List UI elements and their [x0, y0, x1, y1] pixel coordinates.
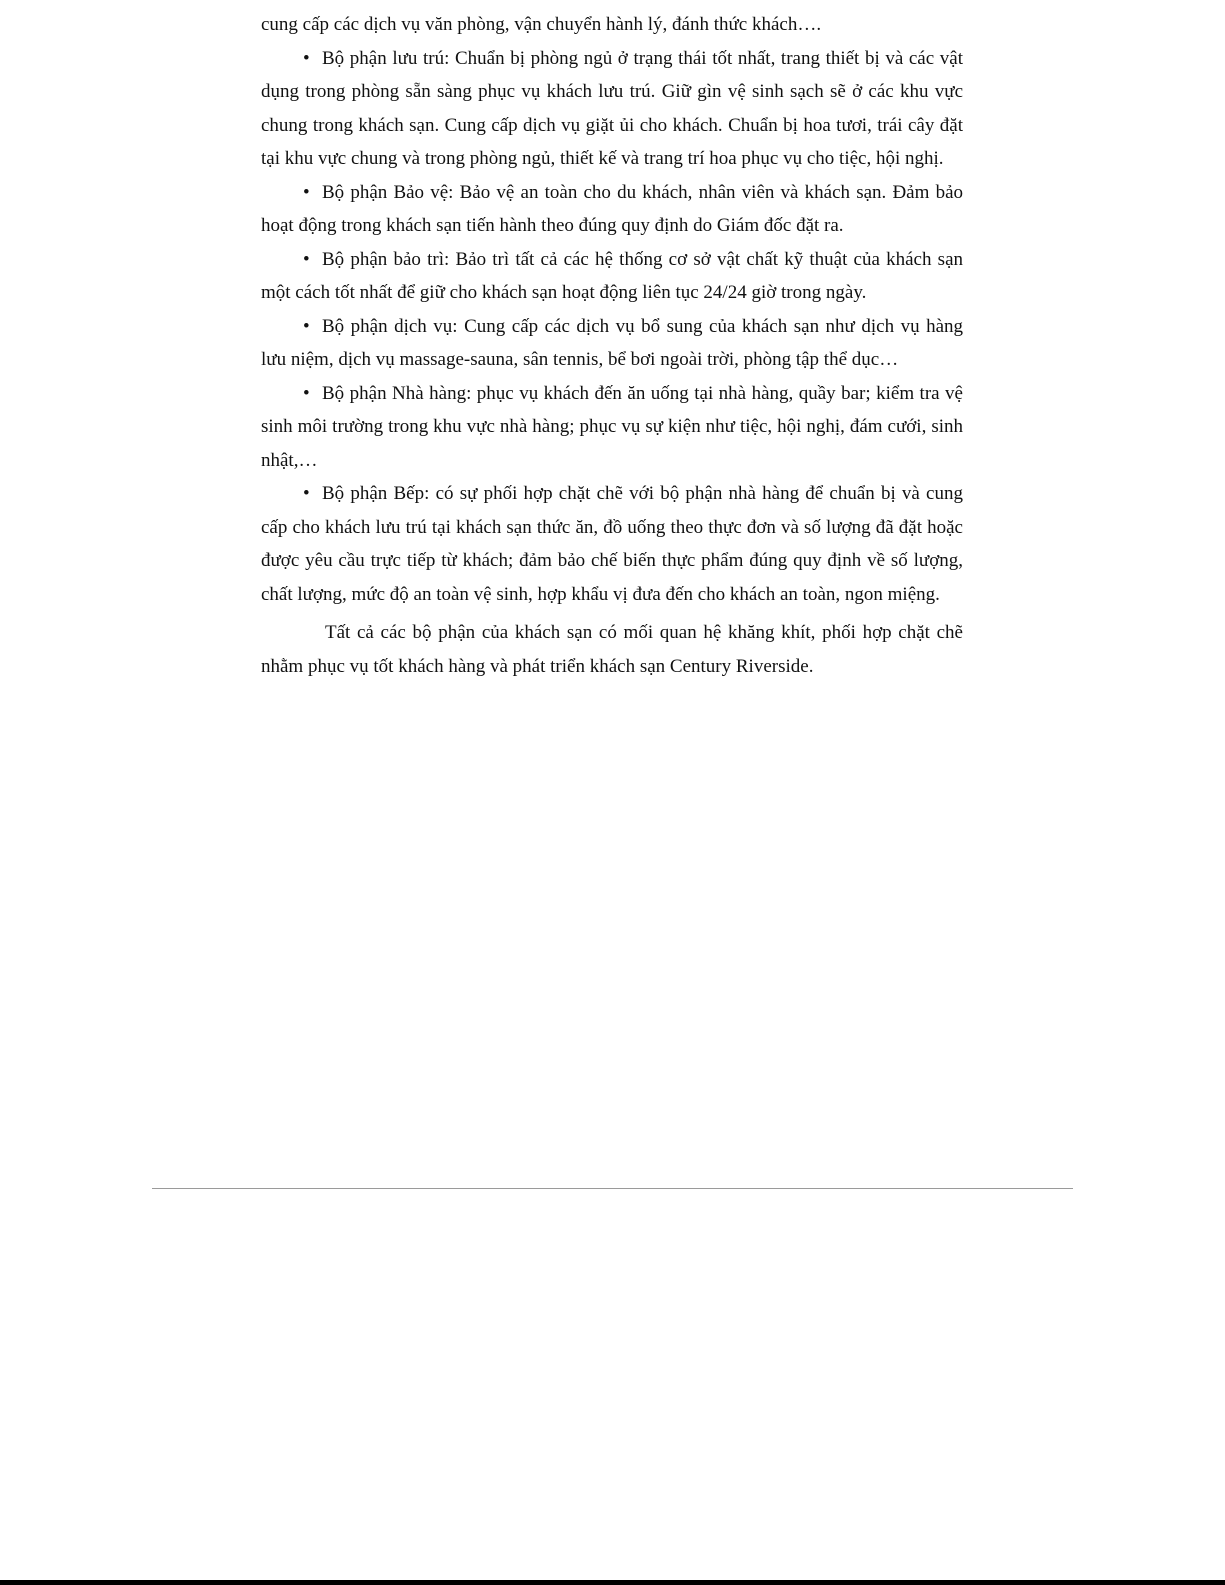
bullet-item-nha-hang: [261, 377, 963, 478]
bullet-dot: •: [303, 181, 310, 203]
bullet-dot: •: [303, 248, 310, 270]
bullet-dot: •: [303, 47, 310, 69]
closing-paragraph: Tất cả các bộ phận của khách sạn có mối quan hệ khăng khít, phối hợp chặt chẽ nhằm phục vụ tốt khách hàng và phát triển khách sạn Century Riverside.: [261, 622, 963, 677]
bullet-item-bep: [261, 477, 963, 611]
bullet-dot: •: [303, 483, 310, 504]
intro-line: cung cấp các dịch vụ văn phòng, vận chuyển hành lý, đánh thức khách….: [261, 14, 822, 35]
bullet-text: Bộ phận Bếp: có sự phối hợp chặt chẽ với bộ phận nhà hàng để chuẩn bị và cung cấp cho khách lưu trú tại khách sạn thức ăn, đồ uống theo thực đơn và số lượng đã đặt hoặc được yêu cầu trực tiếp từ khách; đảm bảo chế biến thực phẩm đúng quy định về số lượng, chất lượng, mức độ an toàn vệ sinh, hợp khẩu vị đưa đến cho khách an toàn, ngon miệng.: [261, 483, 963, 605]
document-body: [261, 8, 963, 683]
page-divider: [152, 1188, 1073, 1189]
bullet-dot: •: [303, 315, 310, 337]
bullet-text: Bộ phận Bảo vệ: Bảo vệ an toàn cho du khách, nhân viên và khách sạn. Đảm bảo hoạt động trong khách sạn tiến hành theo đúng quy định do Giám đốc đặt ra.: [261, 181, 963, 236]
bullet-item-luu-tru: [261, 42, 963, 176]
bullet-item-bao-ve: [261, 176, 963, 243]
bullet-text: Bộ phận Nhà hàng: phục vụ khách đến ăn uống tại nhà hàng, quầy bar; kiểm tra vệ sinh môi trường trong khu vực nhà hàng; phục vụ sự kiện như tiệc, hội nghị, đám cưới, sinh nhật,…: [261, 382, 963, 471]
bullet-item-bao-tri: [261, 243, 963, 310]
bullet-text: Bộ phận lưu trú: Chuẩn bị phòng ngủ ở trạng thái tốt nhất, trang thiết bị và các vật dụng trong phòng sẵn sàng phục vụ khách lưu trú. Giữ gìn vệ sinh sạch sẽ ở các khu vực chung trong khách sạn. Cung cấp dịch vụ giặt ủi cho khách. Chuẩn bị hoa tươi, trái cây đặt tại khu vực chung và trong phòng ngủ, thiết kế và trang trí hoa phục vụ cho tiệc, hội nghị.: [261, 47, 963, 169]
bottom-edge-band: [0, 1580, 1225, 1585]
bullet-text: Bộ phận dịch vụ: Cung cấp các dịch vụ bổ sung của khách sạn như dịch vụ hàng lưu niệm, dịch vụ massage-sauna, sân tennis, bể bơi ngoài trời, phòng tập thể dục…: [261, 315, 963, 370]
bullet-dot: •: [303, 382, 310, 404]
bullet-text: Bộ phận bảo trì: Bảo trì tất cả các hệ thống cơ sở vật chất kỹ thuật của khách sạn một cách tốt nhất để giữ cho khách sạn hoạt động liên tục 24/24 giờ trong ngày.: [261, 248, 963, 303]
bullet-item-dich-vu: [261, 310, 963, 377]
